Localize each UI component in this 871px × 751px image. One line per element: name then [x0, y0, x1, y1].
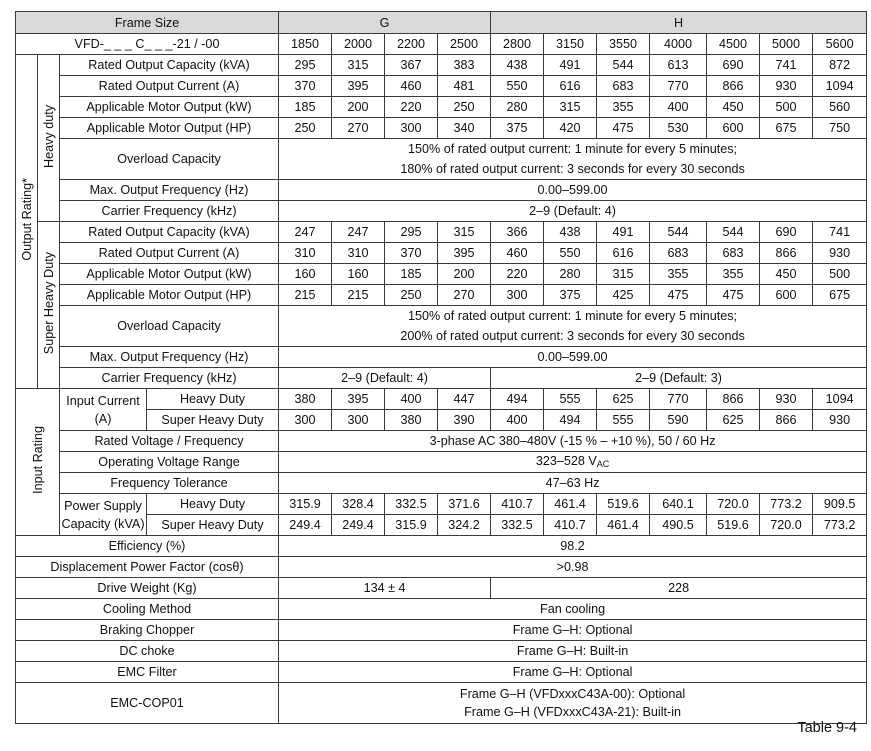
cell: 460 [491, 243, 544, 264]
cell: 930 [813, 243, 867, 264]
dc-choke-row [16, 641, 867, 662]
dc-choke-label: DC choke [16, 641, 279, 662]
weight-g: 134 ± 4 [279, 578, 491, 599]
cell: 315 [438, 222, 491, 243]
cell: 625 [597, 389, 650, 410]
cell: 371.6 [438, 494, 491, 515]
freq-tolerance-value: 47–63 Hz [279, 473, 867, 494]
model-code: 2000 [332, 34, 385, 55]
model-label: VFD-_ _ _ C_ _ _-21 / -00 [16, 34, 279, 55]
cell: 249.4 [332, 515, 385, 536]
dc-choke-value: Frame G–H: Built-in [279, 641, 867, 662]
hd-row-label: Applicable Motor Output (HP) [60, 118, 279, 139]
cell: 270 [438, 285, 491, 306]
cell: 490.5 [650, 515, 707, 536]
dpf-row [16, 557, 867, 578]
cell: 400 [491, 410, 544, 431]
super-heavy-duty-label: Super Heavy Duty [38, 222, 60, 389]
model-code: 1850 [279, 34, 332, 55]
cell: 355 [707, 264, 760, 285]
shd-overload-line1: 150% of rated output current: 1 minute for every 5 minutes; [279, 306, 867, 327]
hd-row [16, 55, 867, 76]
cell: 675 [760, 118, 813, 139]
cell: 380 [279, 389, 332, 410]
heavy-duty-label: Heavy duty [38, 55, 60, 222]
cell: 590 [650, 410, 707, 431]
cell: 315.9 [385, 515, 438, 536]
cell: 390 [438, 410, 491, 431]
cell: 872 [813, 55, 867, 76]
cell: 741 [760, 55, 813, 76]
hd-row [16, 76, 867, 97]
emc-cop-value: Frame G–H (VFDxxxC43A-00): Optional Frame G–H (VFDxxxC43A-21): Built-in [279, 683, 867, 724]
hd-row [16, 118, 867, 139]
cell: 355 [597, 97, 650, 118]
cell: 750 [813, 118, 867, 139]
cell: 185 [385, 264, 438, 285]
cell: 250 [438, 97, 491, 118]
weight-label: Drive Weight (Kg) [16, 578, 279, 599]
weight-row [16, 578, 867, 599]
cell: 494 [491, 389, 544, 410]
cell: 494 [544, 410, 597, 431]
efficiency-label: Efficiency (%) [16, 536, 279, 557]
shd-row-label: Applicable Motor Output (kW) [60, 264, 279, 285]
cooling-row [16, 599, 867, 620]
cell: 690 [707, 55, 760, 76]
input-shd-label: Super Heavy Duty [147, 410, 279, 431]
cell: 300 [279, 410, 332, 431]
cell: 930 [760, 389, 813, 410]
cell: 600 [760, 285, 813, 306]
cell: 247 [279, 222, 332, 243]
cell: 280 [491, 97, 544, 118]
cell: 625 [707, 410, 760, 431]
cell: 332.5 [385, 494, 438, 515]
power-shd-label: Super Heavy Duty [147, 515, 279, 536]
cell: 720.0 [760, 515, 813, 536]
model-code: 3150 [544, 34, 597, 55]
shd-maxfreq-row [16, 347, 867, 368]
hd-row [16, 97, 867, 118]
shd-maxfreq-label: Max. Output Frequency (Hz) [60, 347, 279, 368]
shd-maxfreq-value: 0.00–599.00 [279, 347, 867, 368]
cell: 375 [544, 285, 597, 306]
shd-row-label: Rated Output Capacity (kVA) [60, 222, 279, 243]
cell: 295 [279, 55, 332, 76]
cell: 475 [707, 285, 760, 306]
cell: 461.4 [597, 515, 650, 536]
braking-row [16, 620, 867, 641]
model-code: 4500 [707, 34, 760, 55]
model-code: 2500 [438, 34, 491, 55]
cell: 773.2 [760, 494, 813, 515]
cell: 250 [385, 285, 438, 306]
cell: 315 [544, 97, 597, 118]
cell: 200 [438, 264, 491, 285]
emc-cop-row [16, 683, 867, 724]
cell: 683 [597, 76, 650, 97]
input-current-label: Input Current (A) [60, 389, 147, 431]
cell: 930 [813, 410, 867, 431]
cell: 300 [385, 118, 438, 139]
efficiency-row [16, 536, 867, 557]
cell: 300 [491, 285, 544, 306]
cell: 866 [707, 389, 760, 410]
cell: 220 [491, 264, 544, 285]
cell: 1094 [813, 389, 867, 410]
cell: 310 [279, 243, 332, 264]
power-supply-hd-row [16, 494, 867, 515]
shd-overload-label: Overload Capacity [60, 306, 279, 347]
cooling-label: Cooling Method [16, 599, 279, 620]
frame-size-row [16, 12, 867, 34]
power-hd-label: Heavy Duty [147, 494, 279, 515]
shd-carrier-h: 2–9 (Default: 3) [491, 368, 867, 389]
cell: 375 [491, 118, 544, 139]
cell: 461.4 [544, 494, 597, 515]
cell: 220 [385, 97, 438, 118]
cell: 310 [332, 243, 385, 264]
model-code: 2800 [491, 34, 544, 55]
cell: 773.2 [813, 515, 867, 536]
cell: 315 [597, 264, 650, 285]
shd-row-label: Applicable Motor Output (HP) [60, 285, 279, 306]
cell: 544 [707, 222, 760, 243]
cell: 160 [332, 264, 385, 285]
cell: 550 [491, 76, 544, 97]
cell: 866 [707, 76, 760, 97]
cell: 250 [279, 118, 332, 139]
emc-filter-label: EMC Filter [16, 662, 279, 683]
cell: 1094 [813, 76, 867, 97]
cell: 280 [544, 264, 597, 285]
hd-carrier-value: 2–9 (Default: 4) [279, 201, 867, 222]
hd-maxfreq-label: Max. Output Frequency (Hz) [60, 180, 279, 201]
cell: 185 [279, 97, 332, 118]
cell: 683 [650, 243, 707, 264]
model-code: 3550 [597, 34, 650, 55]
cell: 866 [760, 243, 813, 264]
hd-maxfreq-row [16, 180, 867, 201]
dpf-label: Displacement Power Factor (cosθ) [16, 557, 279, 578]
weight-h: 228 [491, 578, 867, 599]
cell: 519.6 [707, 515, 760, 536]
shd-overload-line2: 200% of rated output current: 3 seconds for every 30 seconds [279, 326, 867, 347]
cell: 690 [760, 222, 813, 243]
cell: 410.7 [544, 515, 597, 536]
cell: 491 [597, 222, 650, 243]
cell: 383 [438, 55, 491, 76]
cell: 395 [438, 243, 491, 264]
cell: 249.4 [279, 515, 332, 536]
frame-size-label: Frame Size [16, 12, 279, 34]
cell: 270 [332, 118, 385, 139]
shd-row [16, 222, 867, 243]
cell: 447 [438, 389, 491, 410]
spec-table [15, 11, 867, 724]
emc-cop-label: EMC-COP01 [16, 683, 279, 724]
emc-filter-row [16, 662, 867, 683]
cell: 770 [650, 76, 707, 97]
shd-overload-row [16, 306, 867, 327]
cell: 370 [385, 243, 438, 264]
cell: 366 [491, 222, 544, 243]
cell: 425 [597, 285, 650, 306]
hd-overload-line2: 180% of rated output current: 3 seconds for every 30 seconds [279, 159, 867, 180]
shd-carrier-row [16, 368, 867, 389]
power-supply-label: Power Supply Capacity (kVA) [60, 494, 147, 536]
cell: 481 [438, 76, 491, 97]
cell: 160 [279, 264, 332, 285]
shd-carrier-g: 2–9 (Default: 4) [279, 368, 491, 389]
cell: 741 [813, 222, 867, 243]
cell: 395 [332, 389, 385, 410]
emc-filter-value: Frame G–H: Optional [279, 662, 867, 683]
freq-tolerance-label: Frequency Tolerance [60, 473, 279, 494]
cell: 300 [332, 410, 385, 431]
hd-maxfreq-value: 0.00–599.00 [279, 180, 867, 201]
cell: 450 [760, 264, 813, 285]
cell: 550 [544, 243, 597, 264]
model-code: 5000 [760, 34, 813, 55]
cell: 500 [813, 264, 867, 285]
cell: 544 [650, 222, 707, 243]
cell: 560 [813, 97, 867, 118]
cell: 340 [438, 118, 491, 139]
output-rating-label: Output Rating* [16, 55, 38, 389]
cell: 328.4 [332, 494, 385, 515]
cell: 770 [650, 389, 707, 410]
cell: 475 [597, 118, 650, 139]
cell: 613 [650, 55, 707, 76]
cell: 866 [760, 410, 813, 431]
cell: 491 [544, 55, 597, 76]
cell: 367 [385, 55, 438, 76]
cell: 420 [544, 118, 597, 139]
hd-carrier-row [16, 201, 867, 222]
frame-g-header: G [279, 12, 491, 34]
cell: 332.5 [491, 515, 544, 536]
input-hd-label: Heavy Duty [147, 389, 279, 410]
cell: 355 [650, 264, 707, 285]
model-code: 2200 [385, 34, 438, 55]
model-code: 4000 [650, 34, 707, 55]
cell: 555 [544, 389, 597, 410]
operating-voltage-value: 323–528 $V_{AC}$ [279, 452, 867, 473]
cell: 460 [385, 76, 438, 97]
table-caption: Table 9-4 [797, 720, 857, 736]
cell: 380 [385, 410, 438, 431]
cell: 324.2 [438, 515, 491, 536]
cell: 315.9 [279, 494, 332, 515]
cell: 370 [279, 76, 332, 97]
dpf-value: >0.98 [279, 557, 867, 578]
cell: 295 [385, 222, 438, 243]
cell: 519.6 [597, 494, 650, 515]
cell: 616 [544, 76, 597, 97]
cell: 555 [597, 410, 650, 431]
rated-voltage-row [16, 431, 867, 452]
rated-voltage-label: Rated Voltage / Frequency [60, 431, 279, 452]
cell: 450 [707, 97, 760, 118]
shd-row [16, 243, 867, 264]
cell: 544 [597, 55, 650, 76]
cell: 640.1 [650, 494, 707, 515]
cell: 475 [650, 285, 707, 306]
shd-carrier-label: Carrier Frequency (kHz) [60, 368, 279, 389]
cell: 909.5 [813, 494, 867, 515]
operating-voltage-label: Operating Voltage Range [60, 452, 279, 473]
hd-overload-row [16, 139, 867, 160]
cell: 215 [332, 285, 385, 306]
hd-row-label: Applicable Motor Output (kW) [60, 97, 279, 118]
model-row [16, 34, 867, 55]
cell: 675 [813, 285, 867, 306]
cell: 500 [760, 97, 813, 118]
braking-value: Frame G–H: Optional [279, 620, 867, 641]
cell: 247 [332, 222, 385, 243]
freq-tolerance-row [16, 473, 867, 494]
cell: 400 [650, 97, 707, 118]
shd-row [16, 264, 867, 285]
hd-overload-label: Overload Capacity [60, 139, 279, 180]
hd-row-label: Rated Output Current (A) [60, 76, 279, 97]
cell: 683 [707, 243, 760, 264]
model-code: 5600 [813, 34, 867, 55]
hd-carrier-label: Carrier Frequency (kHz) [60, 201, 279, 222]
braking-label: Braking Chopper [16, 620, 279, 641]
operating-voltage-row [16, 452, 867, 473]
shd-row [16, 285, 867, 306]
cell: 720.0 [707, 494, 760, 515]
input-rating-label: Input Rating [16, 389, 60, 536]
cell: 215 [279, 285, 332, 306]
cell: 930 [760, 76, 813, 97]
efficiency-value: 98.2 [279, 536, 867, 557]
rated-voltage-value: 3-phase AC 380–480V (-15 % – +10 %), 50 / 60 Hz [279, 431, 867, 452]
cell: 438 [491, 55, 544, 76]
cell: 530 [650, 118, 707, 139]
cell: 395 [332, 76, 385, 97]
cell: 315 [332, 55, 385, 76]
shd-row-label: Rated Output Current (A) [60, 243, 279, 264]
frame-h-header: H [491, 12, 867, 34]
cell: 616 [597, 243, 650, 264]
hd-row-label: Rated Output Capacity (kVA) [60, 55, 279, 76]
input-current-hd-row [16, 389, 867, 410]
cell: 410.7 [491, 494, 544, 515]
cell: 400 [385, 389, 438, 410]
cell: 600 [707, 118, 760, 139]
cell: 200 [332, 97, 385, 118]
cooling-value: Fan cooling [279, 599, 867, 620]
cell: 438 [544, 222, 597, 243]
hd-overload-line1: 150% of rated output current: 1 minute for every 5 minutes; [279, 139, 867, 160]
